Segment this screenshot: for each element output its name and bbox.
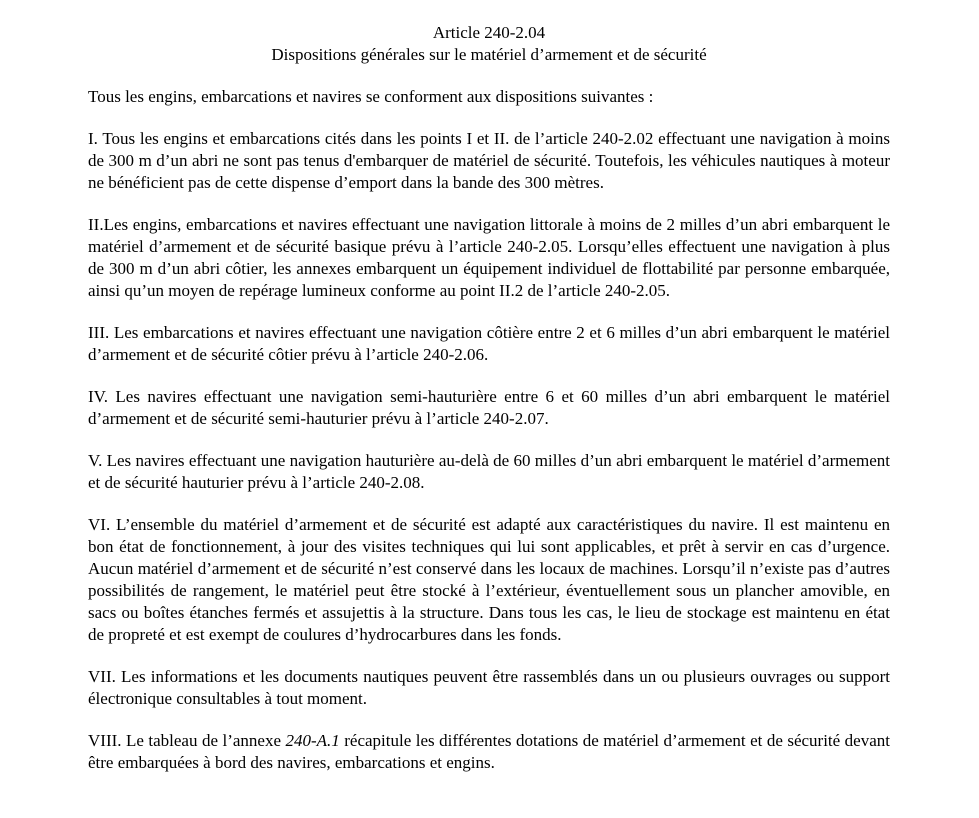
paragraph-I: I. Tous les engins et embarcations cités dans les points I et II. de l’article 240-2.02 effectuant une navigation à moins de 300 m d’un abri ne sont pas tenus d'embarquer de matériel de sécurité. Toutefois, les véhicules nautiques à moteur ne bénéficient pas de cette dispense d’emport dans la bande des 300 mètres. bbox=[88, 129, 890, 192]
paragraph-IV: IV. Les navires effectuant une navigation semi-hauturière entre 6 et 60 milles d’un abri embarquent le matériel d’armement et de sécurité semi-hauturier prévu à l’article 240-2.07. bbox=[88, 387, 890, 428]
paragraph-VII: VII. Les informations et les documents nautiques peuvent être rassemblés dans un ou plusieurs ouvrages ou support électronique consultables à tout moment. bbox=[88, 667, 890, 708]
article-subtitle: Dispositions générales sur le matériel d’armement et de sécurité bbox=[271, 45, 707, 64]
paragraph-VIII-text-after: récapitule les différentes dotations de matériel d’armement et de sécurité devant être embarquées à bord des navires, embarcations et engins. bbox=[88, 731, 890, 772]
paragraph-V: V. Les navires effectuant une navigation hauturière au-delà de 60 milles d’un abri embarquent le matériel d’armement et de sécurité hauturier prévu à l’article 240-2.08. bbox=[88, 451, 890, 492]
paragraph-VIII-text-before: VIII. Le tableau de l’annexe bbox=[88, 731, 286, 750]
paragraph-II: II.Les engins, embarcations et navires effectuant une navigation littorale à moins de 2 milles d’un abri embarquent le matériel d’armement et de sécurité basique prévu à l’article 240-2.05. Lorsqu’elles effectuent une navigation à plus de 300 m d’un abri côtier, les annexes embarquent un équipement individuel de flottabilité par personne embarquée, ainsi qu’un moyen de repérage lumineux conforme au point II.2 de l’article 240-2.05. bbox=[88, 215, 890, 300]
paragraph-VIII bbox=[88, 730, 890, 774]
article-title: Article 240-2.04 bbox=[432, 23, 546, 42]
annex-reference-italic: 240-A.1 bbox=[285, 731, 340, 750]
intro-paragraph: Tous les engins, embarcations et navires se conforment aux dispositions suivantes : bbox=[88, 87, 654, 106]
paragraph-VI: VI. L’ensemble du matériel d’armement et de sécurité est adapté aux caractéristiques du navire. Il est maintenu en bon état de fonctionnement, à jour des visites techniques qui lui sont applicables, et prêt à servir en cas d’urgence. Aucun matériel d’armement et de sécurité n’est conservé dans les locaux de machines. Lorsqu’il n’existe pas d’autres possibilités de rangement, le matériel peut être stocké à l’extérieur, éventuellement sous un plancher amovible, en sacs ou boîtes étanches fermés et assujettis à la structure. Dans tous les cas, le lieu de stockage est maintenu en état de propreté et est exempt de coulures d’hydrocarbures dans les fonds. bbox=[88, 515, 890, 644]
document-header bbox=[88, 22, 890, 66]
paragraph-III: III. Les embarcations et navires effectuant une navigation côtière entre 2 et 6 milles d’un abri embarquent le matériel d’armement et de sécurité côtier prévu à l’article 240-2.06. bbox=[88, 323, 890, 364]
